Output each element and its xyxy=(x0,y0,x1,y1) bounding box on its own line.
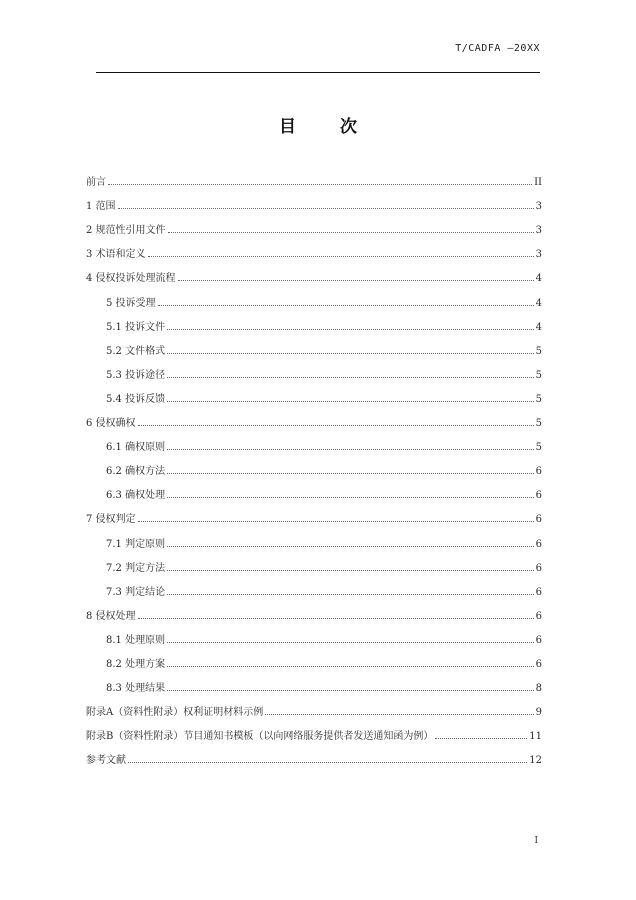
toc-entry-page: 8 xyxy=(535,683,542,695)
dot-leader xyxy=(167,329,534,330)
table-of-contents xyxy=(86,164,542,766)
toc-title: 目次 xyxy=(279,117,401,137)
toc-entry-page: 5 xyxy=(535,393,542,405)
toc-entry-label: 参考文献 xyxy=(86,755,126,767)
toc-entry-page: 5 xyxy=(535,442,542,454)
toc-entry[interactable] xyxy=(86,236,542,260)
toc-entry-label: 7.1 判定原则 xyxy=(106,538,166,550)
toc-entry-page: 3 xyxy=(535,249,542,261)
dot-leader xyxy=(167,401,534,402)
toc-entry[interactable] xyxy=(86,188,542,212)
toc-entry-page: 6 xyxy=(535,562,542,574)
toc-entry-label: 1 范围 xyxy=(86,201,116,213)
toc-entry-page: 6 xyxy=(535,610,542,622)
toc-entry[interactable] xyxy=(86,694,542,718)
toc-entry-label: 3 术语和定义 xyxy=(86,249,146,261)
toc-entry-page: 11 xyxy=(529,731,542,743)
toc-entry[interactable] xyxy=(86,212,542,236)
toc-entry-label: 7.2 判定方法 xyxy=(106,562,166,574)
toc-entry-label: 5.3 投诉途径 xyxy=(106,369,166,381)
toc-entry-page: 6 xyxy=(535,658,542,670)
toc-entry[interactable] xyxy=(86,574,542,598)
dot-leader xyxy=(167,473,534,474)
toc-entry-page: 4 xyxy=(535,273,542,285)
toc-entry[interactable] xyxy=(86,477,542,501)
toc-entry-page: 5 xyxy=(535,345,542,357)
dot-leader xyxy=(167,642,534,643)
dot-leader xyxy=(167,497,534,498)
dot-leader xyxy=(167,353,534,354)
toc-entry-label: 7.3 判定结论 xyxy=(106,586,166,598)
dot-leader xyxy=(167,690,534,691)
toc-entry[interactable] xyxy=(86,453,542,477)
toc-entry-label: 附录A（资料性附录）权利证明材料示例 xyxy=(86,707,264,719)
dot-leader xyxy=(265,714,533,715)
dot-leader xyxy=(167,666,534,667)
toc-entry-label: 6.2 确权方法 xyxy=(106,466,166,478)
toc-entry[interactable] xyxy=(86,622,542,646)
toc-entry-page: 5 xyxy=(535,369,542,381)
toc-entry-page: 6 xyxy=(535,538,542,550)
toc-entry-label: 8.1 处理原则 xyxy=(106,634,166,646)
toc-entry-label: 附录B（资料性附录）节目通知书模板（以向网络服务提供者发送通知函为例） xyxy=(86,731,434,743)
toc-entry-page: 9 xyxy=(535,707,542,719)
toc-entry-page: II xyxy=(534,177,542,189)
dot-leader xyxy=(138,618,534,619)
dot-leader xyxy=(167,377,534,378)
toc-entry[interactable] xyxy=(86,525,542,549)
dot-leader xyxy=(435,738,527,739)
dot-leader xyxy=(118,208,534,209)
toc-entry-page: 6 xyxy=(535,466,542,478)
toc-entry-label: 6 侵权确权 xyxy=(86,418,136,430)
toc-entry[interactable] xyxy=(86,501,542,525)
dot-leader xyxy=(168,232,534,233)
toc-entry-page: 4 xyxy=(535,321,542,333)
toc-entry[interactable] xyxy=(86,718,542,742)
toc-entry[interactable] xyxy=(86,429,542,453)
toc-entry-label: 5.1 投诉文件 xyxy=(106,321,166,333)
dot-leader xyxy=(158,305,534,306)
toc-entry-label: 5 投诉受理 xyxy=(106,297,156,309)
toc-entry-label: 7 侵权判定 xyxy=(86,514,136,526)
toc-entry-label: 8.3 处理结果 xyxy=(106,683,166,695)
toc-entry-page: 6 xyxy=(535,586,542,598)
dot-leader xyxy=(167,570,534,571)
dot-leader xyxy=(148,256,534,257)
toc-entry-page: 5 xyxy=(535,418,542,430)
toc-entry[interactable] xyxy=(86,309,542,333)
toc-entry-page: 12 xyxy=(529,755,542,767)
toc-entry-label: 5.2 文件格式 xyxy=(106,345,166,357)
dot-leader xyxy=(138,521,534,522)
toc-entry-page: 3 xyxy=(535,201,542,213)
toc-entry-label: 5.4 投诉反馈 xyxy=(106,393,166,405)
toc-entry-label: 8 侵权处理 xyxy=(86,610,136,622)
standard-code: T/CADFA —20XX xyxy=(455,43,540,54)
header-rule xyxy=(96,72,540,73)
toc-entry-label: 8.2 处理方案 xyxy=(106,658,166,670)
toc-entry-label: 6.3 确权处理 xyxy=(106,490,166,502)
dot-leader xyxy=(108,184,532,185)
toc-entry[interactable] xyxy=(86,333,542,357)
toc-entry-label: 前言 xyxy=(86,177,106,189)
dot-leader xyxy=(167,449,534,450)
toc-entry-page: 6 xyxy=(535,514,542,526)
toc-entry-label: 4 侵权投诉处理流程 xyxy=(86,273,176,285)
toc-entry[interactable] xyxy=(86,646,542,670)
page-number: I xyxy=(534,836,538,846)
toc-entry-page: 6 xyxy=(535,634,542,646)
toc-entry-label: 2 规范性引用文件 xyxy=(86,225,166,237)
toc-entry-label: 6.1 确权原则 xyxy=(106,442,166,454)
toc-entry-page: 6 xyxy=(535,490,542,502)
toc-entry[interactable] xyxy=(86,381,542,405)
toc-entry[interactable] xyxy=(86,405,542,429)
toc-entry[interactable] xyxy=(86,550,542,574)
toc-entry[interactable] xyxy=(86,164,542,188)
toc-entry-page: 4 xyxy=(535,297,542,309)
toc-entry[interactable] xyxy=(86,742,542,766)
toc-entry[interactable] xyxy=(86,598,542,622)
dot-leader xyxy=(167,546,534,547)
toc-entry[interactable] xyxy=(86,670,542,694)
toc-entry[interactable] xyxy=(86,284,542,308)
toc-entry[interactable] xyxy=(86,260,542,284)
dot-leader xyxy=(178,280,534,281)
dot-leader xyxy=(167,594,534,595)
toc-entry[interactable] xyxy=(86,357,542,381)
toc-entry-page: 3 xyxy=(535,225,542,237)
dot-leader xyxy=(128,762,527,763)
dot-leader xyxy=(138,425,534,426)
